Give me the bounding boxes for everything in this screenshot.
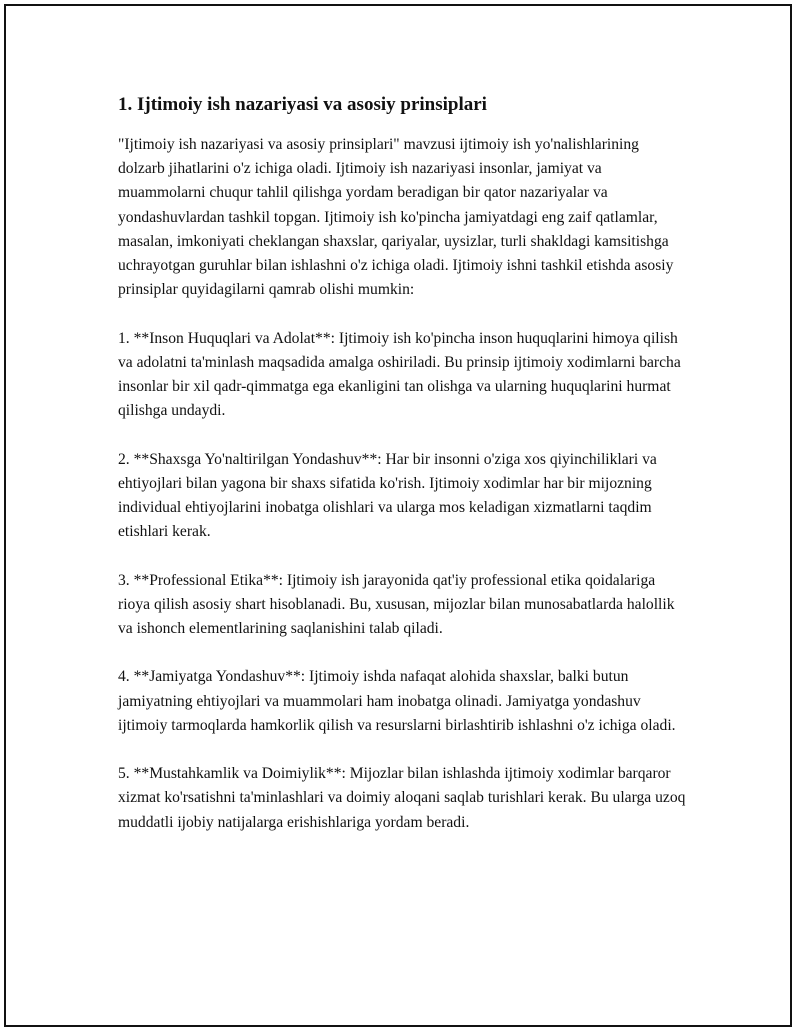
- document-body: [118, 92, 688, 859]
- intro-paragraph: "Ijtimoiy ish nazariyasi va asosiy prinsiplari" mavzusi ijtimoiy ish yo'nalishlarining dolzarb jihatlarini o'z ichiga oladi. Ijtimoiy ish nazariyasi insonlar, jamiyat va muammolarni chuqur tahlil qilishga yordam beradigan bir qator nazariyalar va yondashuvlardan tashkil topgan. Ijtimoiy ish ko'pincha jamiyatdagi eng zaif qatlamlar, masalan, imkoniyati cheklangan shaxslar, qariyalar, uysizlar, turli shakldagi kamsitishga uchrayotgan guruhlar bilan ishlashni o'z ichiga oladi. Ijtimoiy ishni tashkil etishda asosiy prinsiplar quyidagilarni qamrab olishi mumkin:: [118, 136, 674, 299]
- principle-stability: 5. **Mustahkamlik va Doimiylik**: Mijozlar bilan ishlashda ijtimoiy xodimlar barqaror xizmat ko'rsatishni ta'minlashlari va doimiy aloqani saqlab turishlari kerak. Bu ularga uzoq muddatli ijobiy natijalarga erishishlariga yordam beradi.: [118, 765, 686, 831]
- document-title: 1. Ijtimoiy ish nazariyasi va asosiy prinsiplari: [118, 94, 487, 115]
- principle-person-centered: 2. **Shaxsga Yo'naltirilgan Yondashuv**: Har bir insonni o'ziga xos qiyinchiliklari va ehtiyojlari bilan yagona bir shaxs sifatida ko'rish. Ijtimoiy xodimlar har bir mijozning individual ehtiyojlarini inobatga olishlari va ularga mos keladigan xizmatlarni taqdim etishlari kerak.: [118, 450, 657, 541]
- principle-community-approach: 4. **Jamiyatga Yondashuv**: Ijtimoiy ishda nafaqat alohida shaxslar, balki butun jamiyatning ehtiyojlari va muammolari ham inobatga olinadi. Jamiyatga yondashuv ijtimoiy tarmoqlarda hamkorlik qilish va resurslarni birlashtirib ishlashni o'z ichiga oladi.: [118, 668, 676, 734]
- principle-human-rights: 1. **Inson Huquqlari va Adolat**: Ijtimoiy ish ko'pincha inson huquqlarini himoya qilish va adolatni ta'minlash maqsadida amalga oshiriladi. Bu prinsip ijtimoiy xodimlarni barcha insonlar bir xil qadr-qimmatga ega ekanligini tan olishga va ularning huquqlarini hurmat qilishga undaydi.: [118, 329, 681, 420]
- principle-professional-ethics: 3. **Professional Etika**: Ijtimoiy ish jarayonida qat'iy professional etika qoidalariga rioya qilish asosiy shart hisoblanadi. Bu, xususan, mijozlar bilan munosabatlarda halollik va ishonch elementlarining saqlanishini talab qiladi.: [118, 571, 675, 638]
